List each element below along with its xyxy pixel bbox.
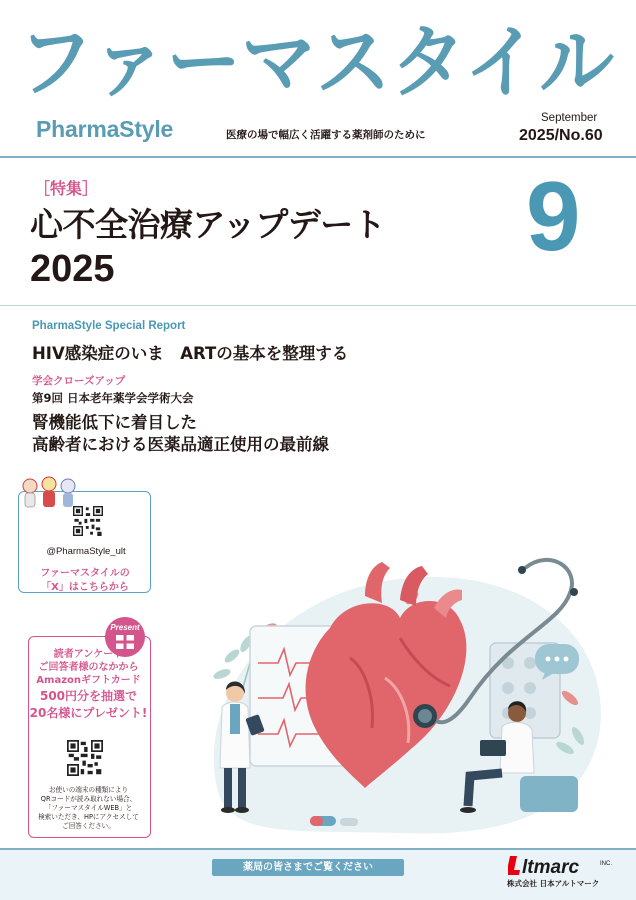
- issue-number: 2025/No.60: [519, 127, 603, 144]
- special-report-title: HIV感染症のいま ARTの基本を整理する: [32, 344, 349, 363]
- mascot-characters-icon: [20, 474, 78, 514]
- brand-wordmark: PharmaStyle: [36, 116, 174, 142]
- footer-message: 薬局の皆さまでご覧ください: [212, 859, 404, 876]
- survey-note: 「ファーマスタイルWEB」と: [44, 804, 133, 812]
- svg-text:Present: Present: [110, 623, 140, 632]
- svg-text:INC.: INC.: [600, 861, 612, 867]
- heart-illustration: [150, 548, 630, 848]
- month-numeral: 9: [526, 161, 581, 271]
- survey-note: 検索いただき、HPにアクセスして: [38, 813, 139, 821]
- svg-text:ltmarc: ltmarc: [522, 857, 580, 877]
- survey-note: お使いの端末の種類により: [48, 786, 129, 794]
- special-report-label: PharmaStyle Special Report: [32, 320, 186, 332]
- footer-divider: [0, 848, 636, 850]
- feature-tag: ［特集］: [34, 179, 99, 198]
- feature-title: 心不全治療アップデート: [30, 205, 386, 244]
- masthead-title: [12, 6, 622, 106]
- publisher-name: 株式会社 日本アルトマーク: [507, 879, 600, 888]
- section-divider: [0, 305, 636, 306]
- survey-note: ご回答ください。: [62, 822, 115, 830]
- conference-title: 腎機能低下に着目した: [32, 413, 197, 432]
- x-cta[interactable]: ファーマスタイルの: [40, 568, 130, 579]
- qr-code-icon[interactable]: [73, 506, 103, 536]
- qr-code-icon[interactable]: [67, 740, 103, 776]
- survey-note: QRコードが読み取れない場合、: [40, 795, 137, 803]
- feature-title-year: 2025: [30, 248, 115, 290]
- issue-month: September: [541, 112, 598, 124]
- conference-title-line2: 高齢者における医薬品適正使用の最前線: [32, 435, 329, 454]
- survey-heading: 読者アンケート: [53, 649, 124, 660]
- survey-text: Amazonギフトカード: [36, 675, 141, 686]
- x-cta-line2[interactable]: 「X」はこちらから: [41, 582, 129, 593]
- tagline: 医療の場で幅広く活躍する薬剤師のために: [226, 129, 426, 141]
- survey-text: ご回答者様のなかから: [38, 662, 139, 673]
- survey-prize: 500円分を抽選で: [39, 689, 138, 703]
- svg-text:ファーマスタイル: ファーマスタイル: [18, 16, 614, 106]
- x-handle: @PharmaStyle_ult: [46, 546, 126, 557]
- conference-label: 学会クローズアップ: [32, 375, 126, 387]
- header-divider: [0, 156, 636, 158]
- ultmarc-logo: [508, 853, 618, 877]
- conference-event: 第9回 日本老年薬学会学術大会: [32, 391, 194, 405]
- survey-prize: 20名様にプレゼント!: [29, 706, 148, 720]
